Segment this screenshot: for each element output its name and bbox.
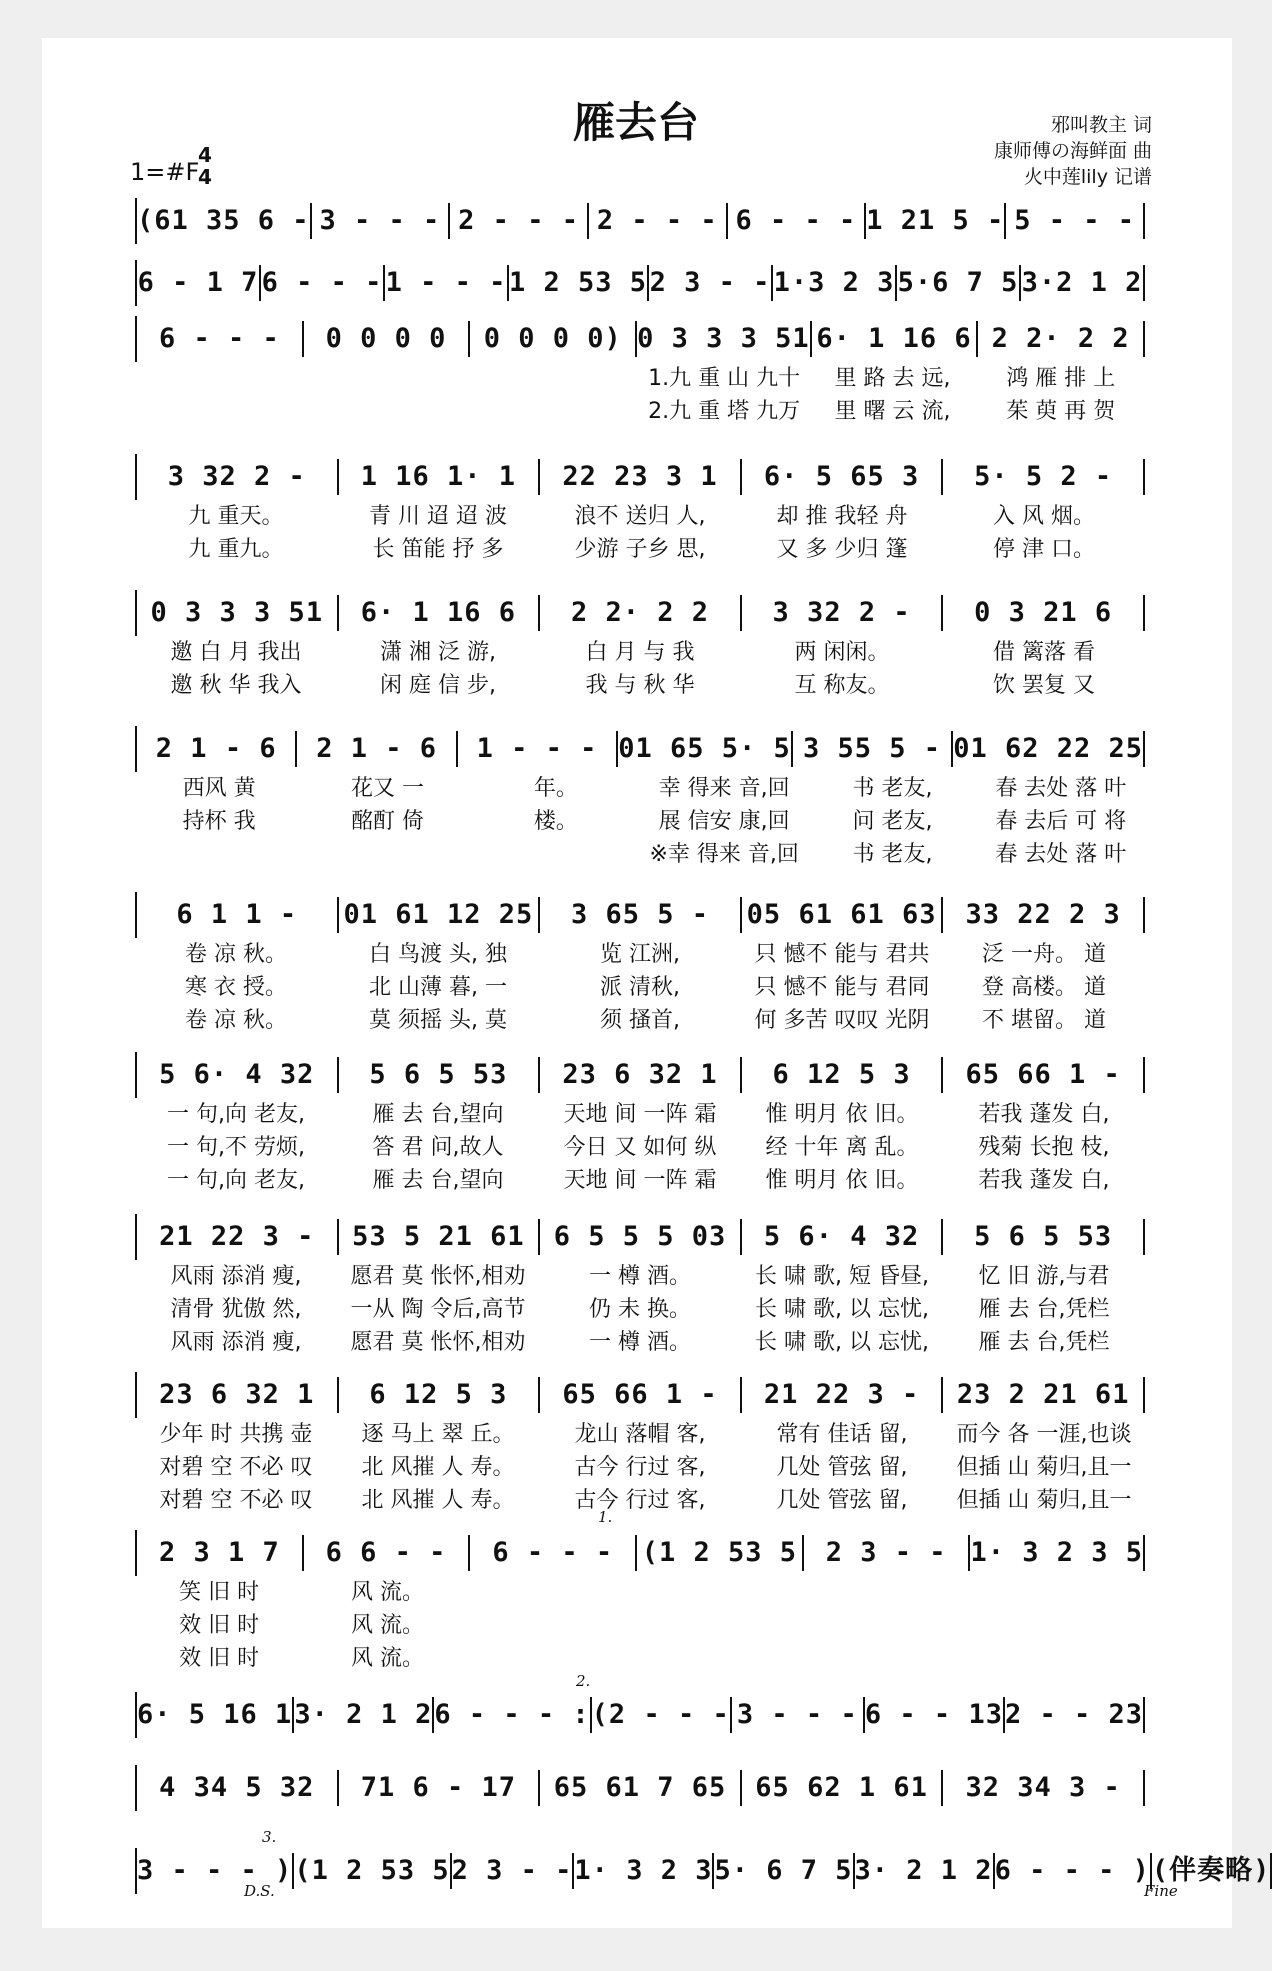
measure: 5 6· 4 32 [742, 1219, 944, 1255]
lyric-segment: 潇 湘 泛 游, [380, 640, 496, 665]
score-system [135, 590, 1145, 702]
lyric-segment: 白 月 与 我 [585, 640, 695, 665]
lyric-segment: 鸿 雁 排 上 [1006, 366, 1116, 391]
score-system [135, 454, 1145, 566]
lyric-segment [808, 1609, 976, 1642]
lyric-segment: 入 风 烟。 [993, 504, 1095, 529]
lyric-segment: 风 流。 [350, 1580, 424, 1605]
lyric-segment: 酩酊 倚 [350, 809, 424, 834]
measure: 6 - - 13 [865, 1697, 1005, 1733]
lyric-segment: 青 川 迢 迢 波 [369, 504, 507, 529]
lyric-segment: 对碧 空 不必 叹 [159, 1488, 313, 1513]
lyric-line [135, 1576, 1145, 1609]
measure: 5· 6 7 5 [714, 1853, 854, 1889]
lyric-segment: 却 推 我轻 舟 [776, 504, 908, 529]
key-signature [130, 143, 212, 189]
measure: 2 3 - - [452, 1853, 575, 1889]
lyric-line [135, 362, 1145, 395]
lyric-segment: 停 津 口。 [993, 537, 1095, 562]
lyric-segment [472, 838, 640, 871]
transcriber-credit: 火中莲lily 记谱 [1023, 166, 1152, 188]
lyric-segment: 少年 时 共携 壶 [159, 1422, 313, 1447]
measure: 1 - - - [385, 265, 509, 301]
lyric-segment: 年。 [533, 776, 578, 801]
lyric-segment: 幸 得来 音,回 [658, 776, 790, 801]
score-system [135, 726, 1145, 871]
lyric-segment: 问 老友, [852, 809, 933, 834]
lyric-line [135, 971, 1145, 1004]
lyric-segment: 风雨 添消 瘦, [170, 1264, 302, 1289]
lyric-segment: 一 句,不 劳烦, [167, 1135, 305, 1160]
lyric-line [135, 636, 1145, 669]
measure: 5 - - - [1006, 203, 1145, 239]
measure-row [135, 726, 1145, 772]
lyric-segment [977, 1576, 1145, 1609]
measure: 1 - - - [458, 731, 618, 767]
measure: 5·6 7 5 [897, 265, 1021, 301]
lyric-segment: 一 句,向 老友, [167, 1102, 305, 1127]
lyric-segment: 答 君 问,故人 [372, 1135, 504, 1160]
lyric-segment: 北 风摧 人 寿。 [361, 1488, 515, 1513]
measure-row [135, 892, 1145, 938]
lyric-line [135, 1451, 1145, 1484]
lyric-segment: 我 与 秋 华 [585, 673, 695, 698]
lyric-segment: 惟 明月 依 旧。 [765, 1102, 919, 1127]
measure: 01 61 12 25 [339, 897, 541, 933]
measure: 65 66 1 - [943, 1057, 1145, 1093]
measure-row [135, 590, 1145, 636]
lyric-segment: 但插 山 菊归,且一 [956, 1455, 1132, 1480]
lyric-segment: 古今 行过 客, [574, 1455, 706, 1480]
lyric-line [135, 1131, 1145, 1164]
measure: 1· 3 2 3 [574, 1853, 714, 1889]
lyric-segment: 风雨 添消 瘦, [170, 1330, 302, 1355]
lyric-segment: 若我 蓬发 白, [978, 1102, 1110, 1127]
measure-row [135, 454, 1145, 500]
lyric-segment: 忆 旧 游,与君 [978, 1264, 1110, 1289]
lyric-segment: 派 清秋, [600, 975, 680, 1000]
measure: 5 6· 4 32 [137, 1057, 339, 1093]
measure: 71 6 - 17 [339, 1770, 541, 1806]
lyric-segment [472, 1576, 640, 1609]
lyric-segment: 闲 庭 信 步, [380, 673, 496, 698]
lyric-line [135, 395, 1145, 428]
lyric-line [135, 1004, 1145, 1037]
measure: 2 3 - - [649, 265, 773, 301]
score-system [135, 1214, 1145, 1359]
measure: 0 0 0 0 [304, 321, 471, 357]
measure: 4 34 5 32 [137, 1770, 339, 1806]
measure: (1 2 53 5 [294, 1853, 451, 1889]
measure: 33 22 2 3 [943, 897, 1145, 933]
measure: 6 - - - ) [995, 1853, 1152, 1889]
volta-3: 3. [262, 1828, 277, 1846]
lyric-segment: 经 十年 离 乱。 [765, 1135, 919, 1160]
measure: 3 55 5 - [793, 731, 953, 767]
lyric-segment: 少游 子乡 思, [574, 537, 706, 562]
measure: 23 6 32 1 [540, 1057, 742, 1093]
volta-1: 1. [598, 1508, 613, 1526]
score-system [135, 316, 1145, 428]
time-bottom: 4 [198, 165, 212, 189]
measure: 5 6 5 53 [943, 1219, 1145, 1255]
measure-row [135, 1530, 1145, 1576]
lyric-segment: 里 路 去 远, [834, 366, 951, 391]
measure: 21 22 3 - [137, 1219, 339, 1255]
lyric-segment: 残菊 长抱 枝, [978, 1135, 1110, 1160]
measure: 6· 5 65 3 [742, 459, 944, 495]
lyric-segment: 长 啸 歌, 以 忘忧, [755, 1330, 929, 1355]
volta-2: 2. [576, 1672, 591, 1690]
lyric-segment: 西风 黄 [182, 776, 256, 801]
lyric-segment: 春 去后 可 将 [995, 809, 1127, 834]
lyric-line [135, 1484, 1145, 1517]
measure: 01 65 5· 5 [618, 731, 793, 767]
time-signature [198, 144, 212, 188]
lyric-segment: 雁 去 台,望向 [372, 1102, 504, 1127]
lyric-segment: 雁 去 台,望向 [372, 1168, 504, 1193]
lyric-segment [977, 1642, 1145, 1675]
measure: 1· 3 2 3 5 [970, 1535, 1145, 1571]
lyric-segment: 几处 管弦 留, [776, 1455, 908, 1480]
measure: 1·3 2 3 [773, 265, 897, 301]
score-system [135, 1372, 1145, 1517]
lyric-segment: 邀 白 月 我出 [170, 640, 302, 665]
measure: 23 6 32 1 [137, 1377, 339, 1413]
lyric-segment: 两 闲闲。 [794, 640, 890, 665]
lyricist-credit: 邪叫教主 词 [1050, 114, 1152, 136]
lyric-segment [472, 395, 640, 428]
measure: 05 61 61 63 [742, 897, 944, 933]
lyric-segment: 泛 一舟。 道 [982, 942, 1106, 967]
lyric-line [135, 669, 1145, 702]
lyric-segment: 雁 去 台,凭栏 [978, 1330, 1110, 1355]
measure: 0 3 3 3 51 [637, 321, 812, 357]
measure: 6 - - - [470, 1535, 637, 1571]
lyric-line [135, 938, 1145, 971]
measure: 22 23 3 1 [540, 459, 742, 495]
measure: 3· 2 1 2 [294, 1697, 434, 1733]
measure: 6 - - - [728, 203, 867, 239]
measure: 3 - - - [312, 203, 451, 239]
measure: 6 6 - - [304, 1535, 471, 1571]
measure: 2 1 - 6 [297, 731, 457, 767]
lyric-segment: 逐 马上 翠 丘。 [361, 1422, 515, 1447]
measure: 1 21 5 - [866, 203, 1006, 239]
measure-row [135, 1214, 1145, 1260]
lyric-segment: 茱 萸 再 贺 [1006, 399, 1116, 424]
measure-row [135, 1052, 1145, 1098]
measure: 23 2 21 61 [943, 1377, 1145, 1413]
measure: 53 5 21 61 [339, 1219, 541, 1255]
measure: 6· 5 16 1 [137, 1697, 294, 1733]
measure: 2 2· 2 2 [978, 321, 1145, 357]
measure: 3 32 2 - [742, 595, 944, 631]
measure: 6 5 5 5 03 [540, 1219, 742, 1255]
measure: 2 3 - - [804, 1535, 971, 1571]
lyric-segment: 莫 须摇 头, 莫 [369, 1008, 507, 1033]
lyric-segment: 一从 陶 令后,高节 [350, 1297, 526, 1322]
lyric-segment [472, 362, 640, 395]
lyric-line [135, 1609, 1145, 1642]
lyric-segment: 惟 明月 依 旧。 [765, 1168, 919, 1193]
lyric-line [135, 1642, 1145, 1675]
key-label: 1=#F [130, 158, 200, 186]
lyric-segment: 一 句,向 老友, [167, 1168, 305, 1193]
lyric-line [135, 772, 1145, 805]
lyric-segment: ※幸 得来 音,回 [649, 842, 799, 867]
lyric-line [135, 1164, 1145, 1197]
measure: 3 32 2 - [137, 459, 339, 495]
measure-row [135, 260, 1145, 306]
fine-mark: Fine [1144, 1882, 1178, 1900]
measure: 2 3 1 7 [137, 1535, 304, 1571]
lyric-segment: 但插 山 菊归,且一 [956, 1488, 1132, 1513]
lyric-segment: 九 重天。 [188, 504, 284, 529]
measure: 6· 1 16 6 [812, 321, 979, 357]
lyric-segment: 笑 旧 时 [179, 1580, 260, 1605]
measure: 5 6 5 53 [339, 1057, 541, 1093]
measure-row [135, 316, 1145, 362]
lyric-segment: 白 鸟渡 头, 独 [369, 942, 507, 967]
lyric-segment: 清骨 犹傲 然, [170, 1297, 302, 1322]
lyric-segment [640, 1609, 808, 1642]
lyric-segment [640, 1576, 808, 1609]
lyric-segment: 互 称友。 [794, 673, 890, 698]
lyric-segment: 书 老友, [852, 776, 933, 801]
score-system [135, 1530, 1145, 1675]
measure: 6 - - - [261, 265, 385, 301]
measure: 0 3 21 6 [943, 595, 1145, 631]
lyric-segment: 何 多苦 叹叹 光阴 [754, 1008, 930, 1033]
lyric-segment: 今日 又 如何 纵 [563, 1135, 717, 1160]
lyric-segment: 北 风摧 人 寿。 [361, 1455, 515, 1480]
lyric-segment: 若我 蓬发 白, [978, 1168, 1110, 1193]
lyric-line [135, 1293, 1145, 1326]
lyric-line [135, 838, 1145, 871]
lyric-segment: 风 流。 [350, 1613, 424, 1638]
lyric-segment: 效 旧 时 [179, 1613, 260, 1638]
lyric-segment: 书 老友, [852, 842, 933, 867]
lyric-segment: 几处 管弦 留, [776, 1488, 908, 1513]
lyric-segment: 览 江洲, [600, 942, 680, 967]
lyric-segment: 九 重九。 [188, 537, 284, 562]
lyric-segment: 不 堪留。 道 [982, 1008, 1106, 1033]
measure: 0 3 3 3 51 [137, 595, 339, 631]
lyric-line [135, 1260, 1145, 1293]
score-system [135, 260, 1145, 306]
lyric-segment [303, 362, 471, 395]
measure: 2 1 - 6 [137, 731, 297, 767]
lyric-segment: 天地 间 一阵 霜 [563, 1168, 717, 1193]
lyric-segment: 借 篱落 看 [993, 640, 1095, 665]
lyric-segment: 寒 衣 授。 [185, 975, 287, 1000]
lyric-segment: 登 高楼。 道 [982, 975, 1106, 1000]
measure-row [135, 1765, 1145, 1811]
score-system [135, 1765, 1145, 1811]
lyric-segment: 展 信安 康,回 [658, 809, 790, 834]
lyric-line [135, 1098, 1145, 1131]
measure: 2 2· 2 2 [540, 595, 742, 631]
lyric-segment [808, 1642, 976, 1675]
measure: 1 2 53 5 [509, 265, 649, 301]
lyric-segment: 春 去处 落 叶 [995, 842, 1127, 867]
measure: 3·2 1 2 [1021, 265, 1145, 301]
lyric-segment: 1.九 重 山 九十 [648, 366, 801, 391]
measure-row [135, 198, 1145, 244]
lyric-line [135, 1326, 1145, 1359]
lyric-segment: 古今 行过 客, [574, 1488, 706, 1513]
measure: 3 65 5 - [540, 897, 742, 933]
lyric-segment: 龙山 落帽 客, [574, 1422, 706, 1447]
lyric-segment: 须 搔首, [600, 1008, 680, 1033]
lyric-segment: 2.九 重 塔 九万 [648, 399, 801, 424]
score-system [135, 1692, 1145, 1738]
measure: (1 2 53 5 [637, 1535, 804, 1571]
lyric-segment [472, 1642, 640, 1675]
measure: 2 - - - [589, 203, 728, 239]
lyric-segment [135, 395, 303, 428]
lyric-segment: 愿君 莫 怅怀,相劝 [350, 1330, 526, 1355]
lyric-segment: 又 多 少归 篷 [776, 537, 908, 562]
lyric-segment: 愿君 莫 怅怀,相劝 [350, 1264, 526, 1289]
lyric-segment: 仍 未 换。 [589, 1297, 691, 1322]
measure: 32 34 3 - [943, 1770, 1145, 1806]
measure: 3 - - - ) [137, 1853, 294, 1889]
lyric-segment: 持杯 我 [182, 809, 256, 834]
measure-row [135, 1692, 1145, 1738]
song-title: 雁去台 [572, 98, 699, 147]
measure: (2 - - - [592, 1697, 732, 1733]
lyric-segment [640, 1642, 808, 1675]
measure: 3· 2 1 2 [855, 1853, 995, 1889]
lyric-segment: 长 啸 歌, 短 昏昼, [755, 1264, 929, 1289]
measure: 2 - - 23 [1005, 1697, 1145, 1733]
measure: (伴奏略) [1152, 1853, 1272, 1889]
measure: 6 - 1 7 [137, 265, 261, 301]
measure: 6 - - - : [434, 1697, 591, 1733]
measure-row [135, 1372, 1145, 1418]
lyric-line [135, 500, 1145, 533]
measure: 6 1 1 - [137, 897, 339, 933]
lyric-segment: 一 樽 酒。 [589, 1264, 691, 1289]
lyric-line [135, 805, 1145, 838]
measure: 6 12 5 3 [742, 1057, 944, 1093]
lyric-segment [472, 1609, 640, 1642]
lyric-segment: 邀 秋 华 我入 [170, 673, 302, 698]
measure: 2 - - - [450, 203, 589, 239]
measure: 6 - - - [137, 321, 304, 357]
lyric-segment: 只 憾不 能与 君共 [754, 942, 930, 967]
measure: 65 61 7 65 [540, 1770, 742, 1806]
lyric-segment: 对碧 空 不必 叹 [159, 1455, 313, 1480]
measure: 21 22 3 - [742, 1377, 944, 1413]
lyric-segment: 春 去处 落 叶 [995, 776, 1127, 801]
score-system [135, 892, 1145, 1037]
measure: 65 62 1 61 [742, 1770, 944, 1806]
lyric-segment [977, 1609, 1145, 1642]
lyric-segment: 楼。 [533, 809, 578, 834]
lyric-segment: 浪不 送归 人, [574, 504, 706, 529]
measure: 3 - - - [732, 1697, 865, 1733]
lyric-segment: 只 憾不 能与 君同 [754, 975, 930, 1000]
lyric-segment: 里 曙 云 流, [834, 399, 951, 424]
lyric-segment [135, 838, 303, 871]
lyric-segment: 长 笛能 抒 多 [372, 537, 504, 562]
lyric-segment: 花又 一 [350, 776, 424, 801]
measure: 01 62 22 25 [953, 731, 1145, 767]
measure: (61 35 6 - [137, 203, 312, 239]
lyric-segment: 一 樽 酒。 [589, 1330, 691, 1355]
lyric-segment [808, 1576, 976, 1609]
lyric-segment: 卷 凉 秋。 [185, 1008, 287, 1033]
lyric-segment: 雁 去 台,凭栏 [978, 1297, 1110, 1322]
lyric-segment: 效 旧 时 [179, 1646, 260, 1671]
lyric-segment: 天地 间 一阵 霜 [563, 1102, 717, 1127]
measure: 6· 1 16 6 [339, 595, 541, 631]
time-top: 4 [198, 143, 212, 167]
lyric-segment: 风 流。 [350, 1646, 424, 1671]
lyric-segment [303, 838, 471, 871]
measure: 0 0 0 0) [470, 321, 637, 357]
lyric-segment: 北 山薄 暮, 一 [369, 975, 507, 1000]
measure: 65 66 1 - [540, 1377, 742, 1413]
lyric-segment: 饮 罢复 又 [993, 673, 1095, 698]
lyric-line [135, 533, 1145, 566]
lyric-segment: 常有 佳话 留, [776, 1422, 908, 1447]
measure: 5· 5 2 - [943, 459, 1145, 495]
lyric-segment [303, 395, 471, 428]
composer-credit: 康师傅の海鲜面 曲 [993, 140, 1152, 162]
credits [994, 112, 1152, 190]
lyric-segment: 而今 各 一涯,也谈 [956, 1422, 1132, 1447]
score-system [135, 1052, 1145, 1197]
lyric-segment: 卷 凉 秋。 [185, 942, 287, 967]
measure: 6 12 5 3 [339, 1377, 541, 1413]
measure: 1 16 1· 1 [339, 459, 541, 495]
lyric-segment [135, 362, 303, 395]
da-segno: D.S. [244, 1882, 275, 1900]
lyric-line [135, 1418, 1145, 1451]
score-system [135, 198, 1145, 244]
lyric-segment: 长 啸 歌, 以 忘忧, [755, 1297, 929, 1322]
